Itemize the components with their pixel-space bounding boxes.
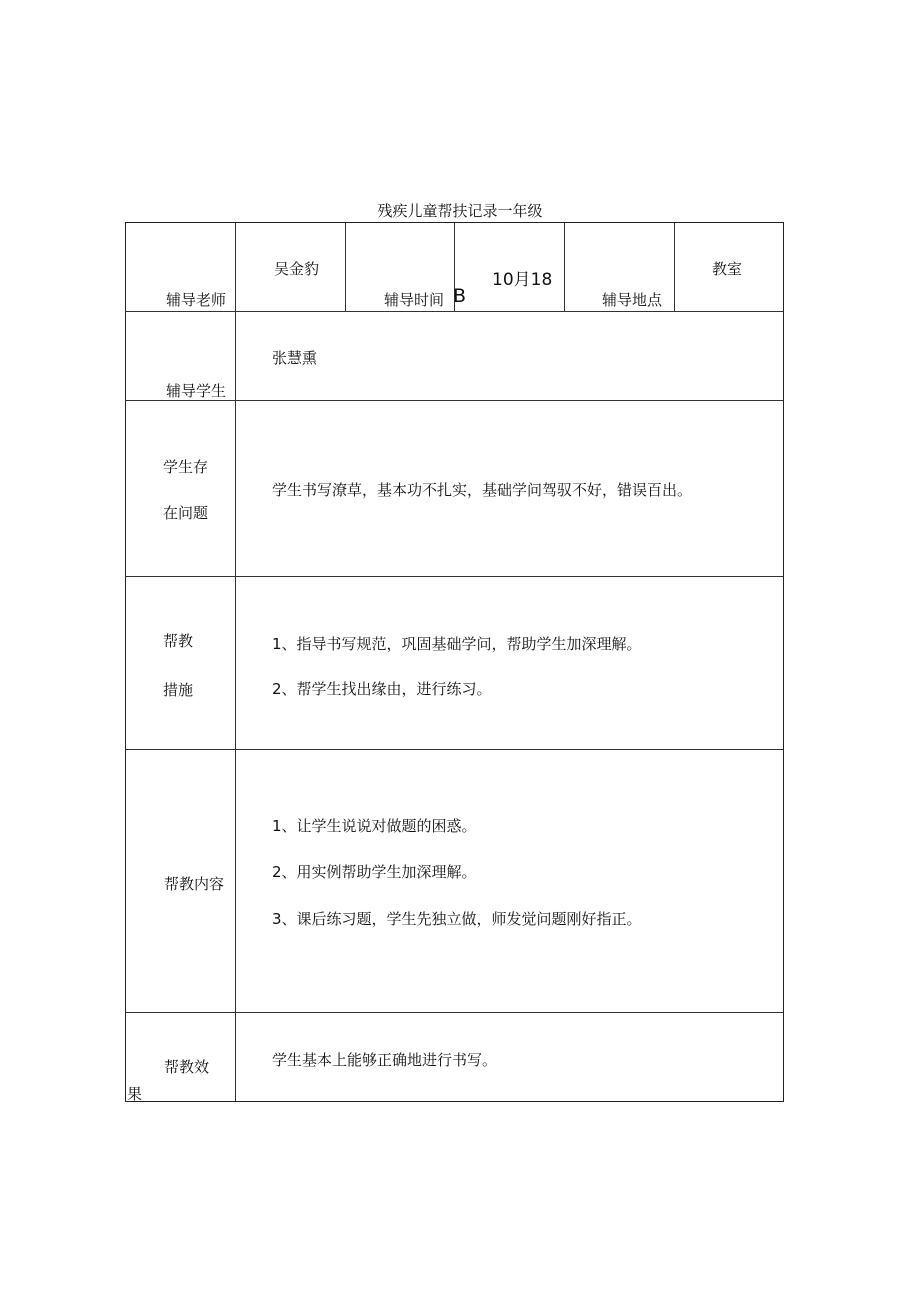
effect-label-line2: 果	[127, 1085, 143, 1103]
column-divider	[345, 223, 346, 311]
effect-label-line1: 帮教效	[164, 1058, 210, 1076]
student-value: 张慧熏	[272, 349, 318, 367]
place-label: 辅导地点	[602, 291, 663, 309]
time-value: 10月18	[492, 270, 553, 290]
column-divider	[564, 223, 565, 311]
problem-label-line1: 学生存	[163, 458, 209, 476]
column-divider	[235, 223, 236, 1101]
teacher-label: 辅导老师	[166, 291, 227, 309]
content-item: 3、课后练习题，学生先独立做，师发觉问题刚好指正。	[272, 910, 642, 928]
measures-label-line2: 措施	[163, 681, 194, 699]
place-value: 教室	[712, 260, 743, 278]
document-title: 残疾儿童帮扶记录一年级	[377, 202, 543, 220]
measures-item: 2、帮学生找出缘由，进行练习。	[272, 680, 492, 698]
column-divider	[674, 223, 675, 311]
content-item: 1、让学生说说对做题的困惑。	[272, 817, 477, 835]
content-label: 帮教内容	[164, 875, 225, 893]
row-divider	[126, 576, 783, 577]
problem-content: 学生书写潦草，基本功不扎实，基础学问驾驭不好，错误百出。	[272, 481, 693, 499]
row-divider	[126, 749, 783, 750]
content-item: 2、用实例帮助学生加深理解。	[272, 863, 477, 881]
assistance-record-table	[125, 222, 784, 1102]
time-value-suffix: B	[453, 285, 467, 307]
effect-content: 学生基本上能够正确地进行书写。	[272, 1051, 498, 1069]
problem-label-line2: 在问题	[163, 504, 209, 522]
row-divider	[126, 1012, 783, 1013]
student-label: 辅导学生	[166, 382, 227, 400]
measures-label-line1: 帮教	[163, 632, 194, 650]
measures-item: 1、指导书写规范，巩固基础学问，帮助学生加深理解。	[272, 635, 642, 653]
row-divider	[126, 311, 783, 312]
time-label: 辅导时间	[384, 291, 445, 309]
teacher-value: 吴金豹	[274, 260, 320, 278]
